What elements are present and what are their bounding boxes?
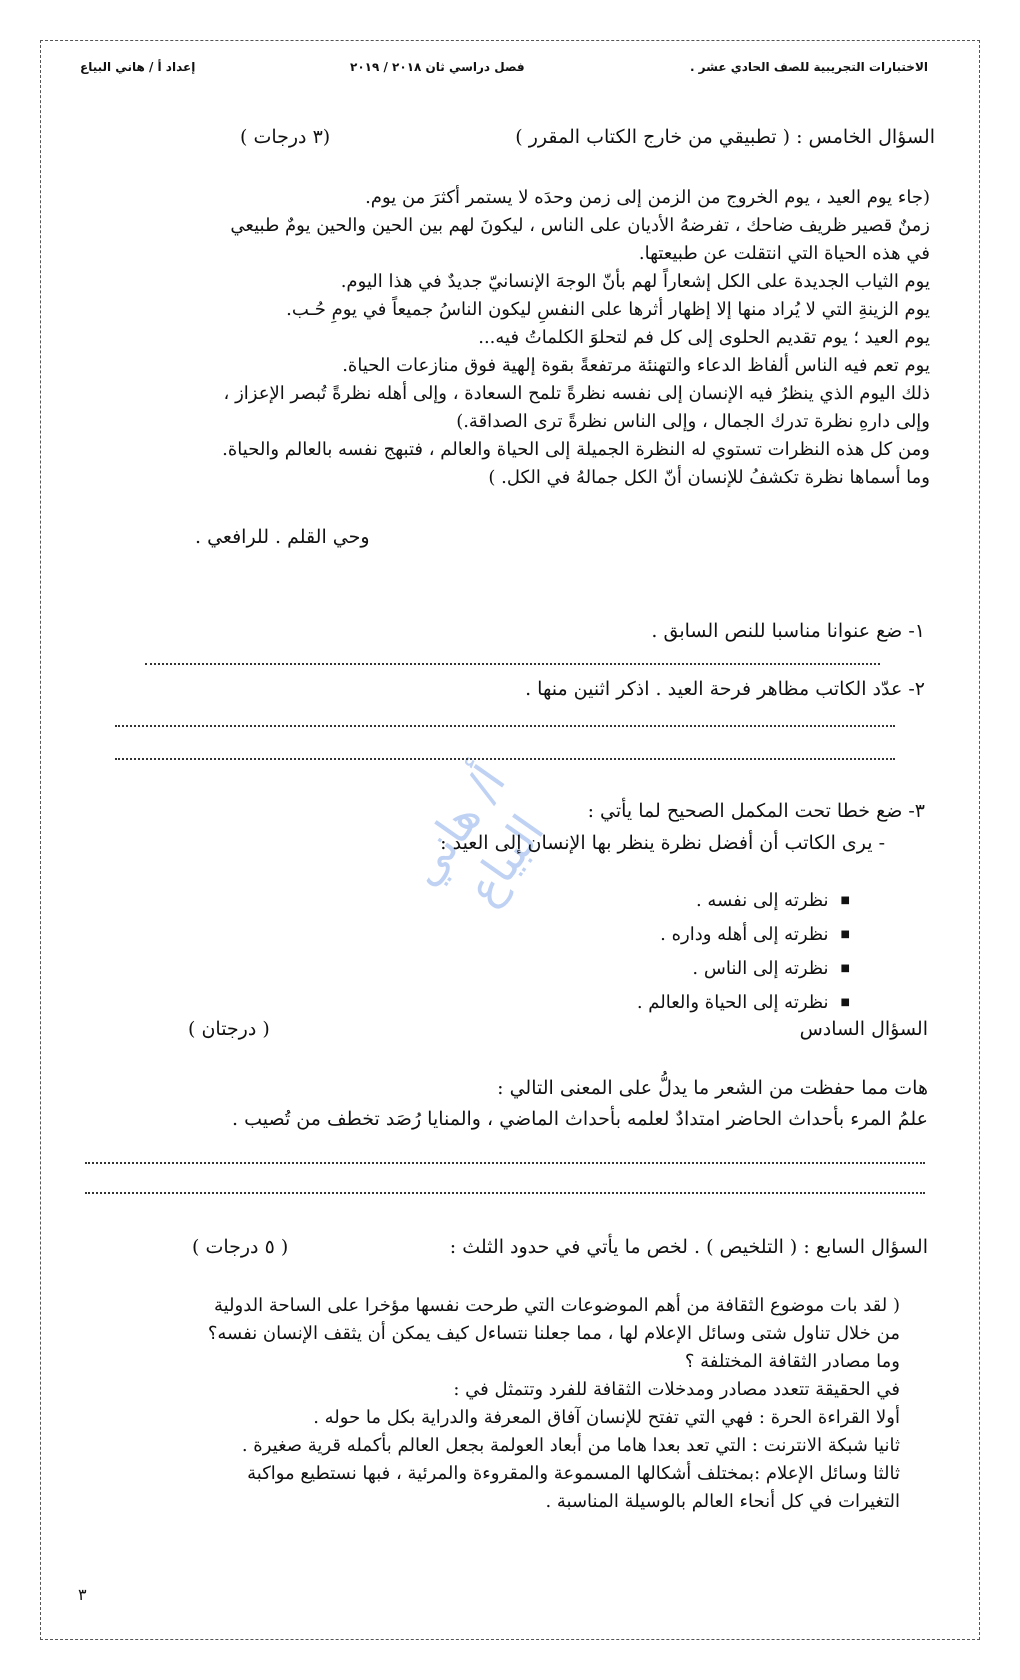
option-item[interactable]: ■ نظرته إلى أهله وداره . <box>637 919 850 953</box>
option-item[interactable]: ■ نظرته إلى الناس . <box>637 953 850 987</box>
q5-item2: ٢- عدّد الكاتب مظاهر فرحة العيد . اذكر اثنين منها . <box>525 678 925 700</box>
exam-title: الاختبارات التجريبية للصف الحادي عشر . <box>689 60 928 74</box>
answer-line-3[interactable] <box>115 758 895 760</box>
option-item[interactable]: ■ نظرته إلى نفسه . <box>637 885 850 919</box>
q7-passage-line: وما مصادر الثقافة المختلفة ؟ <box>684 1351 900 1372</box>
q5-item3: ٣- ضع خطا تحت المكمل الصحيح لما يأتي : <box>587 800 925 822</box>
q7-passage <box>208 1292 900 1516</box>
q6-title: السؤال السادس <box>799 1018 928 1040</box>
q5-passage-line: وإلى دارهِ نظرة تدرك الجمال ، وإلى الناس نظرةً ترى الصداقة.) <box>456 411 930 432</box>
q7-passage-line: التغيرات في كل أنحاء العالم بالوسيلة المناسبة . <box>545 1491 900 1512</box>
q5-source: وحي القلم . للرافعي . <box>195 526 370 548</box>
q5-options <box>637 885 850 1021</box>
q5-passage-line: يوم الثياب الجديدة على الكل إشعاراً لهم بأنّ الوجهَ الإنسانيّ جديدٌ في هذا اليوم. <box>340 271 930 292</box>
term-label: فصل دراسي ثان ٢٠١٨ / ٢٠١٩ <box>350 60 525 74</box>
answer-line-2[interactable] <box>115 725 895 727</box>
q5-passage-line: زمنٌ قصير ظريف ضاحك ، تفرضهُ الأديان على الناس ، ليكونَ لهم بين الحين والحين يومٌ طبيعي <box>230 215 930 236</box>
q5-marks: (٣ درجات ) <box>240 126 331 148</box>
q7-passage-line: ( لقد بات موضوع الثقافة من أهم الموضوعات التي طرحت نفسها مؤخرا على الساحة الدولية <box>213 1295 900 1316</box>
answer-line-4[interactable] <box>85 1162 925 1164</box>
q5-passage-line: (جاء يوم العيد ، يوم الخروج من الزمن إلى زمن وحدَه لا يستمر أكثرَ من يوم. <box>365 187 930 208</box>
q5-passage <box>222 184 930 492</box>
q5-passage-line: وما أسماها نظرة تكشفُ للإنسان أنّ الكل جمالهُ في الكل. ) <box>488 467 930 488</box>
q6-marks: ( درجتان ) <box>188 1018 270 1040</box>
answer-line-5[interactable] <box>85 1192 925 1194</box>
q5-passage-line: ومن كل هذه النظرات تستوي له النظرة الجميلة إلى الحياة والعالم ، فتبهج نفسه بالعالم والحياة. <box>222 439 930 460</box>
q5-item3-stem: - يرى الكاتب أن أفضل نظرة ينظر بها الإنسان إلى العيد : <box>440 832 885 854</box>
q5-passage-line: يوم الزينةِ التي لا يُراد منها إلا إظهار أثرها على النفسِ ليكون الناسُ جميعاً في يومِ حُـب. <box>286 299 930 320</box>
q5-item1: ١- ضع عنوانا مناسبا للنص السابق . <box>651 620 925 642</box>
q7-passage-line: ثانيا شبكة الانترنت : التي تعد بعدا هاما من أبعاد العولمة بجعل العالم بأكمله قرية صغيرة . <box>241 1435 900 1456</box>
q7-marks: ( ٥ درجات ) <box>192 1236 289 1258</box>
watermark: أ/ هاني البياع <box>395 755 555 915</box>
q5-title: السؤال الخامس : ( تطبيقي من خارج الكتاب المقرر ) <box>515 126 935 148</box>
q7-passage-line: من خلال تناول شتى وسائل الإعلام لها ، مما جعلنا نتساءل كيف يمكن أن يثقف الإنسان نفسه؟ <box>207 1323 900 1344</box>
q7-title: السؤال السابع : ( التلخيص ) . لخص ما يأتي في حدود الثلث : <box>449 1236 928 1258</box>
q7-passage-line: في الحقيقة تتعدد مصادر ومدخلات الثقافة للفرد وتتمثل في : <box>453 1379 900 1400</box>
q5-passage-line: ذلك اليوم الذي ينظرُ فيه الإنسان إلى نفسه نظرةً تلمح السعادة ، وإلى أهله نظرةً تُبصر الإعزاز ، <box>223 383 930 404</box>
option-item[interactable]: ■ نظرته إلى الحياة والعالم . <box>637 987 850 1021</box>
q6-meaning: علمُ المرء بأحداث الحاضر امتدادٌ لعلمه بأحداث الماضي ، والمنايا رُصَد تخطف من تُصيب . <box>232 1108 928 1130</box>
q5-passage-line: في هذه الحياة التي انتقلت عن طبيعتها. <box>638 243 930 264</box>
answer-line-1[interactable] <box>145 663 880 665</box>
q5-passage-line: يوم العيد ؛ يوم تقديم الحلوى إلى كل فم لتحلوَ الكلماتُ فيه... <box>478 327 930 348</box>
author-label: إعداد أ / هاني البياع <box>80 60 196 74</box>
page-number: ٣ <box>78 1585 87 1604</box>
q6-prompt: هات مما حفظت من الشعر ما يدلُّ على المعنى التالي : <box>497 1077 928 1099</box>
q5-passage-line: يوم تعم فيه الناس ألفاظ الدعاء والتهنئة مرتفعةً بقوة إلهية فوق منازعات الحياة. <box>342 355 930 376</box>
q7-passage-line: ثالثا وسائل الإعلام :بمختلف أشكالها المسموعة والمقروءة والمرئية ، فبها نستطيع مواكبة <box>247 1463 900 1484</box>
q7-passage-line: أولا القراءة الحرة : فهي التي تفتح للإنسان آفاق المعرفة والدراية بكل ما حوله . <box>313 1407 900 1428</box>
